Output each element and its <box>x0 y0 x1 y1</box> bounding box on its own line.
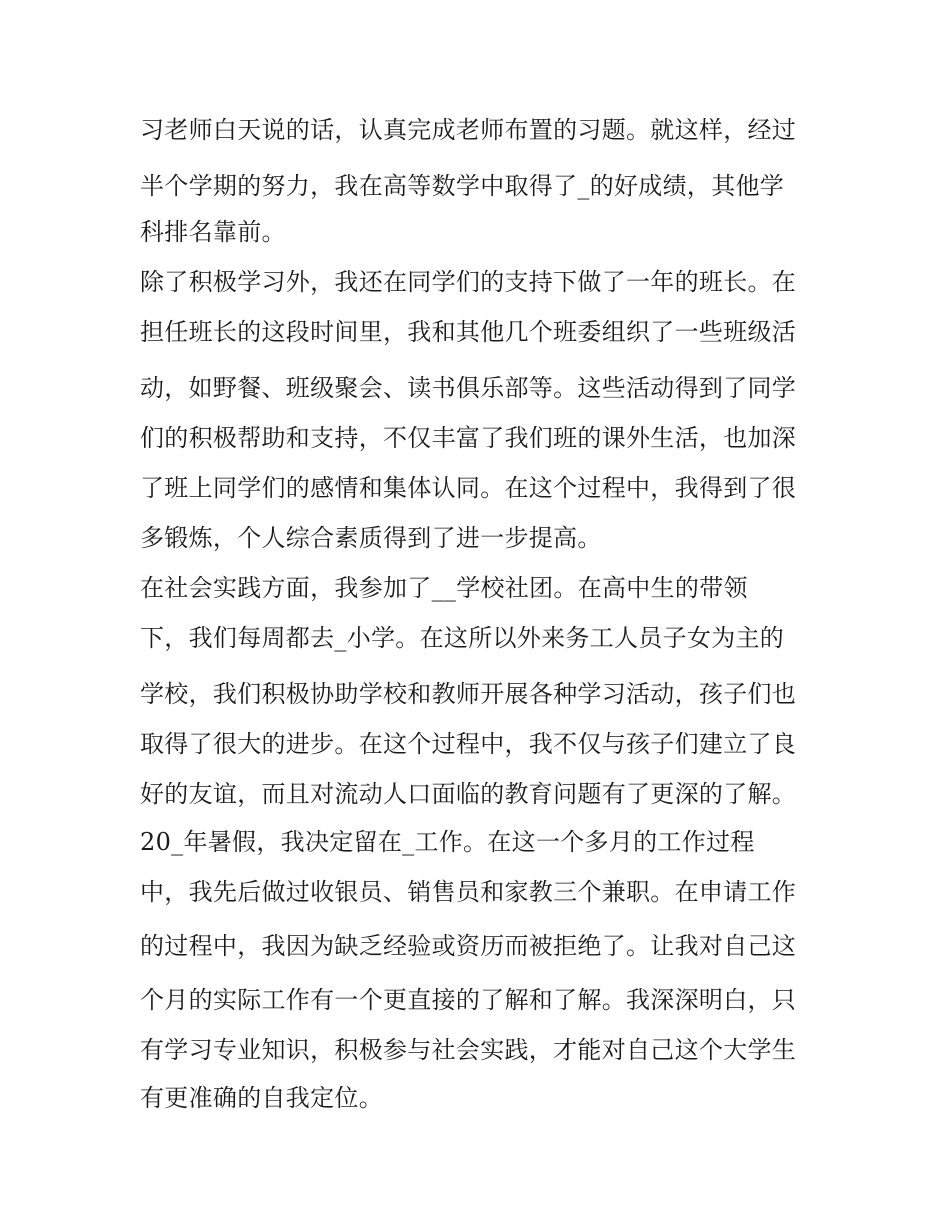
text-line: 个月的实际工作有一个更直接的了解和了解。我深深明白，只 <box>140 986 797 1014</box>
text-line: 取得了很大的进步。在这个过程中，我不仅与孩子们建立了良 <box>140 730 797 758</box>
text-line: 多锻炼，个人综合素质得到了进一步提高。 <box>140 524 602 552</box>
text-line: 在社会实践方面，我参加了__学校社团。在高中生的带领 <box>140 574 748 602</box>
text-line: 除了积极学习外，我还在同学们的支持下做了一年的班长。在 <box>140 268 797 296</box>
text-line: 动，如野餐、班级聚会、读书俱乐部等。这些活动得到了同学 <box>140 374 797 402</box>
text-line: 中，我先后做过收银员、销售员和家教三个兼职。在申请工作 <box>140 878 797 906</box>
text-line: 20_年暑假，我决定留在_工作。在这一个多月的工作过程 <box>140 828 755 856</box>
text-line: 们的积极帮助和支持，不仅丰富了我们班的课外生活，也加深 <box>140 424 797 452</box>
text-line: 了班上同学们的感情和集体认同。在这个过程中，我得到了很 <box>140 474 797 502</box>
text-line: 有学习专业知识，积极参与社会实践，才能对自己这个大学生 <box>140 1036 797 1064</box>
text-line: 下，我们每周都去_小学。在这所以外来务工人员子女为主的 <box>140 624 785 652</box>
text-line: 好的友谊，而且对流动人口面临的教育问题有了更深的了解。 <box>140 780 797 808</box>
text-line: 习老师白天说的话，认真完成老师布置的习题。就这样，经过 <box>140 116 797 144</box>
text-line: 担任班长的这段时间里，我和其他几个班委组织了一些班级活 <box>140 318 797 346</box>
text-line: 半个学期的努力，我在高等数学中取得了_的好成绩，其他学 <box>140 172 785 200</box>
text-line: 的过程中，我因为缺乏经验或资历而被拒绝了。让我对自己这 <box>140 932 797 960</box>
text-line: 科排名靠前。 <box>140 218 286 246</box>
text-line: 有更准确的自我定位。 <box>140 1084 383 1112</box>
text-line: 学校，我们积极协助学校和教师开展各种学习活动，孩子们也 <box>140 680 797 708</box>
